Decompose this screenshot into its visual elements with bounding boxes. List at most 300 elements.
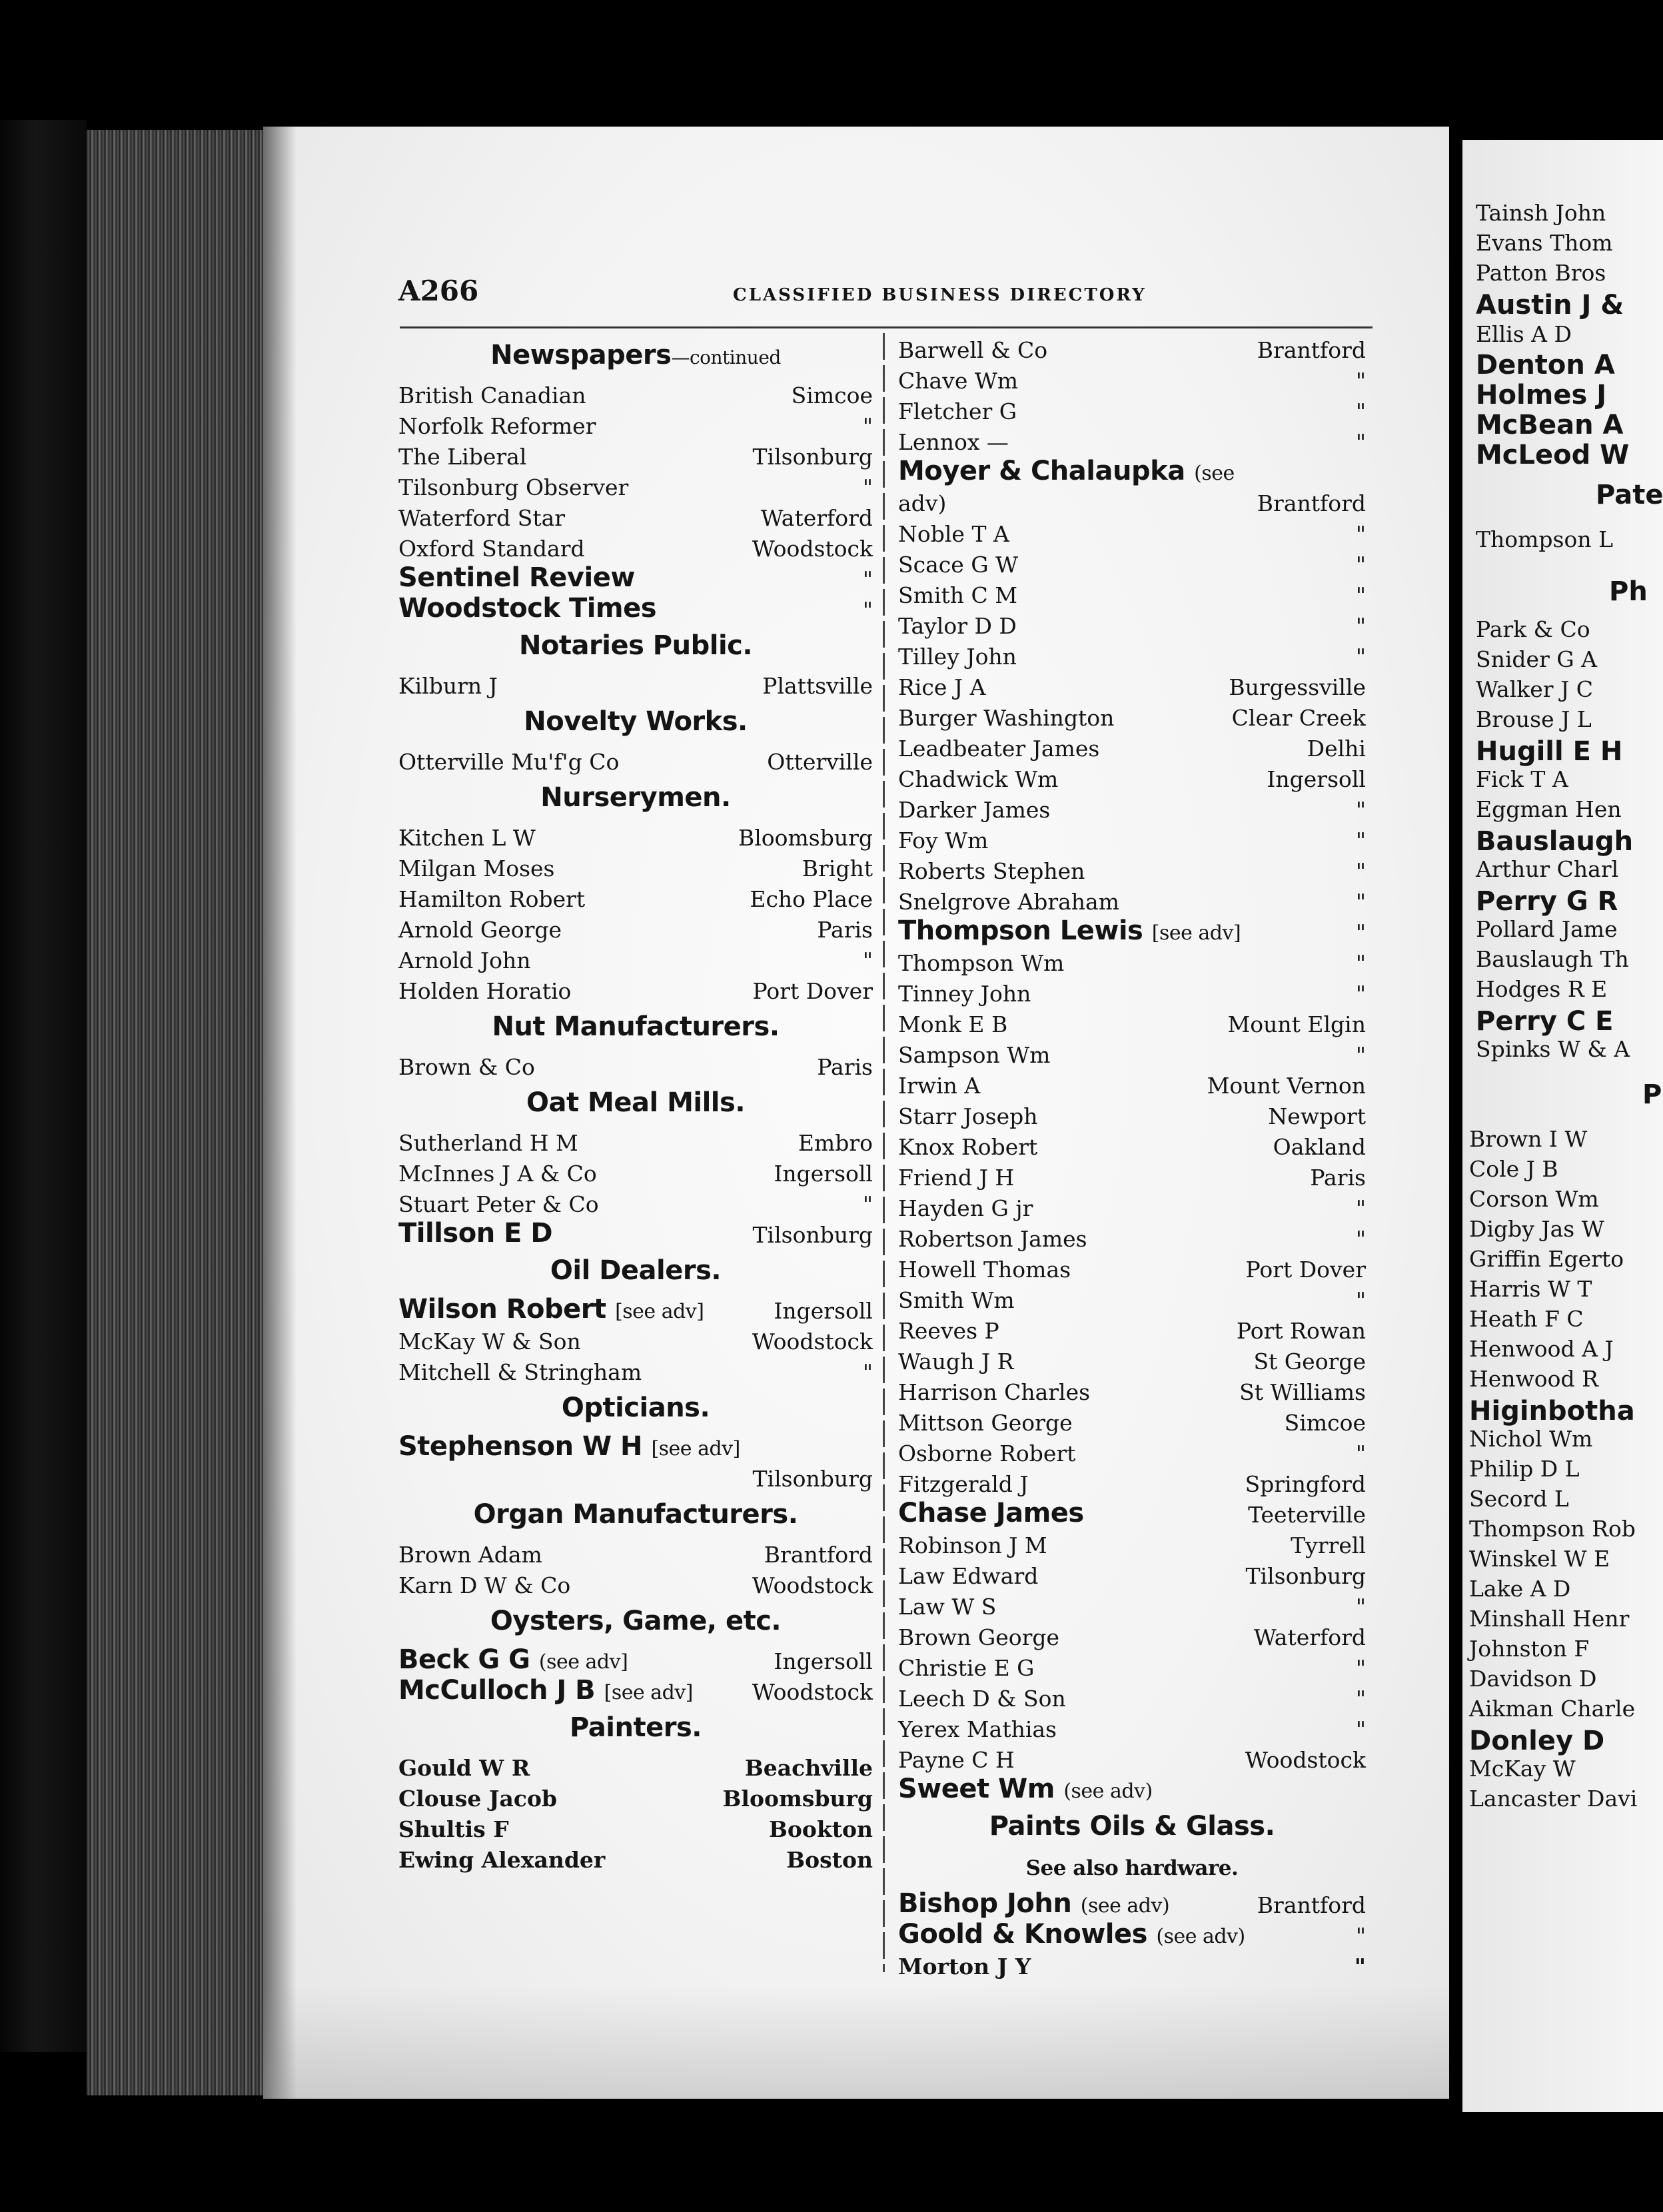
directory-entry <box>898 548 1366 578</box>
entry-name-text: Clouse Jacob <box>398 1786 558 1812</box>
entry-name <box>398 749 619 775</box>
entry-name-text: Kitchen L W <box>398 825 536 851</box>
entry-place: " <box>1355 797 1366 823</box>
entry-name-text: Howell Thomas <box>898 1257 1071 1283</box>
directory-entry <box>398 1843 873 1874</box>
entry-place: " <box>1355 429 1366 455</box>
entry-name-text: Hamilton Robert <box>398 886 586 912</box>
entry-place: " <box>1355 1594 1366 1620</box>
adjacent-page-entry: Evans Thom <box>1476 230 1613 256</box>
directory-entry <box>898 1038 1366 1069</box>
entry-name <box>898 1011 1007 1037</box>
entry-name <box>398 1218 552 1249</box>
entry-place: " <box>1355 1226 1366 1252</box>
directory-entry <box>398 1187 873 1218</box>
entry-name-text: Fletcher G <box>898 398 1017 424</box>
adjacent-page-entry: Pollard Jame <box>1476 916 1618 942</box>
entry-name-text: Payne C H <box>898 1747 1015 1773</box>
directory-entry <box>898 1888 1366 1919</box>
directory-entry <box>398 562 873 593</box>
adjacent-page-entry: Corson Wm <box>1469 1186 1599 1212</box>
category-heading <box>398 1492 873 1538</box>
directory-entry <box>898 1498 1366 1528</box>
entry-name <box>898 521 1009 547</box>
entry-place: Ingersoll <box>1267 766 1366 792</box>
entry-name-text: Monk E B <box>898 1011 1008 1037</box>
page-smudge <box>263 1985 1449 2099</box>
directory-entry <box>898 732 1366 762</box>
entry-name-text: The Liberal <box>398 444 527 470</box>
category-heading-text: Notaries Public. <box>518 630 753 661</box>
entry-name-text: Noble T A <box>898 521 1009 547</box>
category-heading <box>398 700 873 745</box>
column-divider <box>883 333 885 1972</box>
entry-place: " <box>1355 981 1366 1007</box>
entry-place: Otterville <box>767 749 873 775</box>
category-heading-text: Oat Meal Mills. <box>526 1087 746 1118</box>
see-adv-note: [see adv] <box>651 1437 740 1460</box>
entry-name-text: Sweet Wm <box>898 1774 1055 1804</box>
entry-name <box>398 1294 704 1325</box>
entry-name-text: Thompson Lewis <box>898 915 1143 946</box>
adjacent-page-entry: Cole J B <box>1469 1156 1558 1182</box>
entry-name <box>898 1410 1073 1436</box>
directory-entry <box>398 1218 873 1249</box>
directory-entry <box>398 1294 873 1325</box>
entry-name-text: Friend J H <box>898 1165 1015 1191</box>
adjacent-page-entry: Patton Bros <box>1476 260 1606 286</box>
adjacent-page-entry: Harris W T <box>1469 1276 1592 1302</box>
entry-name <box>898 1257 1071 1283</box>
entry-name <box>398 1054 535 1080</box>
see-adv-note: (see adv) <box>1156 1925 1245 1948</box>
entry-name <box>898 1318 999 1344</box>
entry-place: " <box>1355 1655 1366 1681</box>
directory-entry <box>898 1590 1366 1620</box>
entry-name <box>898 613 1017 639</box>
directory-entry <box>398 470 873 501</box>
entry-name <box>398 855 555 881</box>
category-heading-text: Novelty Works. <box>524 706 748 737</box>
entry-place: " <box>1355 1287 1366 1313</box>
entry-place: " <box>1355 1440 1366 1466</box>
entry-name <box>898 889 1119 915</box>
entry-place: Port Rowan <box>1236 1318 1366 1344</box>
entry-name <box>398 947 531 973</box>
entry-place: Simcoe <box>791 382 873 408</box>
entry-name <box>398 1816 509 1842</box>
category-heading-text: Organ Manufacturers. <box>473 1499 798 1530</box>
entry-name-text: Sutherland H M <box>398 1130 578 1156</box>
entry-name <box>398 593 656 624</box>
entry-name <box>898 1716 1057 1742</box>
entry-place: Paris <box>817 917 873 943</box>
entry-place: " <box>1355 1195 1366 1221</box>
entry-place: Waterford <box>1253 1624 1366 1650</box>
directory-entry <box>898 793 1366 824</box>
directory-entry <box>898 1620 1366 1651</box>
entry-name <box>898 582 1017 608</box>
entry-name-text: Holden Horatio <box>398 978 572 1004</box>
entry-place: " <box>1355 1686 1366 1712</box>
entry-name <box>898 1953 1031 1979</box>
entry-place: " <box>1355 582 1366 608</box>
directory-entry <box>398 1431 873 1462</box>
directory-entry <box>898 701 1366 732</box>
entry-place: Bloomsburg <box>738 825 873 851</box>
entry-name <box>898 828 988 853</box>
adjacent-page-entry: Secord L <box>1469 1486 1569 1512</box>
entry-name-text: Woodstock Times <box>398 593 657 624</box>
entry-place: Burgessville <box>1229 674 1366 700</box>
entry-name-text: Darker James <box>898 797 1051 823</box>
entry-place: Waterford <box>760 505 873 531</box>
entry-name-text: Christie E G <box>898 1655 1035 1681</box>
directory-entry <box>898 824 1366 854</box>
category-heading <box>398 1386 873 1431</box>
entry-name <box>898 1226 1087 1252</box>
entry-name-text: Robinson J M <box>898 1532 1047 1558</box>
category-heading <box>398 1249 873 1294</box>
category-heading-text: Nut Manufacturers. <box>492 1011 780 1042</box>
entry-name <box>898 1349 1013 1375</box>
entry-name <box>898 490 946 516</box>
entry-name-text: Tinney John <box>898 981 1031 1007</box>
directory-entry <box>898 1314 1366 1345</box>
category-heading-text: Opticians. <box>561 1392 710 1423</box>
directory-entry <box>898 1069 1366 1099</box>
entry-name <box>898 1563 1038 1589</box>
directory-entry <box>898 640 1366 670</box>
adjacent-page-entry: Davidson D <box>1469 1666 1597 1692</box>
directory-entry <box>398 1812 873 1843</box>
adjacent-page-entry: Nichol Wm <box>1469 1426 1593 1452</box>
entry-name <box>398 825 536 851</box>
adjacent-page-entry: Winskel W E <box>1469 1546 1610 1572</box>
entry-name-text: Burger Washington <box>898 705 1115 731</box>
adjacent-page-entry: Thompson L <box>1476 526 1614 552</box>
adjacent-page-entry: McKay W <box>1469 1756 1576 1782</box>
directory-entry <box>398 532 873 562</box>
directory-entry <box>898 885 1366 915</box>
entry-place: Embro <box>798 1130 873 1156</box>
directory-entry <box>398 1538 873 1568</box>
entry-name-text: Goold & Knowles <box>898 1919 1147 1949</box>
entry-name <box>898 552 1018 578</box>
entry-place: " <box>1355 368 1366 394</box>
entry-name-text: Snelgrove Abraham <box>898 889 1119 915</box>
adjacent-page-fragment <box>1462 140 1663 2112</box>
entry-name-text: Barwell & Co <box>898 337 1048 363</box>
entry-name <box>898 1686 1066 1712</box>
adjacent-page-entry: Lake A D <box>1469 1576 1571 1602</box>
directory-entry <box>398 851 873 882</box>
entry-name <box>898 915 1241 946</box>
entry-name-text: Leadbeater James <box>898 736 1100 762</box>
directory-entry <box>898 1375 1366 1406</box>
entry-name-text: Shultis F <box>398 1816 509 1842</box>
header-rule <box>400 326 1373 328</box>
entry-name-text: McCulloch J B <box>398 1675 596 1706</box>
adjacent-page-entry: Brown I W <box>1469 1126 1588 1152</box>
directory-entry <box>398 821 873 851</box>
entry-name <box>898 1747 1015 1773</box>
directory-entry <box>398 501 873 532</box>
entry-place: Delhi <box>1307 736 1366 762</box>
entry-name-text: Roberts Stephen <box>898 858 1085 884</box>
entry-place: Brantford <box>1257 1892 1366 1918</box>
entry-name <box>398 1847 605 1873</box>
entry-name <box>398 1431 740 1462</box>
directory-entry <box>898 609 1366 640</box>
entry-place: " <box>1355 919 1366 945</box>
right-column <box>898 333 1366 1980</box>
entry-name <box>898 1134 1037 1160</box>
entry-name <box>398 505 565 531</box>
category-heading-text: Nurserymen. <box>540 782 731 813</box>
adjacent-page-entry: Tainsh John <box>1476 200 1606 226</box>
directory-entry <box>898 456 1366 486</box>
entry-name <box>898 1655 1035 1681</box>
directory-entry <box>898 915 1366 946</box>
adjacent-page-entry: P <box>1642 1079 1662 1110</box>
directory-entry <box>898 1949 1366 1980</box>
entry-name <box>398 1644 628 1675</box>
directory-entry <box>898 1528 1366 1559</box>
adjacent-page-entry: Ph <box>1609 576 1648 607</box>
directory-entry <box>898 1682 1366 1712</box>
entry-place: " <box>862 566 873 592</box>
entry-name-text: Osborne Robert <box>898 1440 1076 1466</box>
entry-name-text: Law W S <box>898 1594 997 1620</box>
entry-name <box>898 1624 1059 1650</box>
directory-entry <box>898 1099 1366 1130</box>
entry-place: Brantford <box>1257 337 1366 363</box>
entry-place: Beachville <box>744 1755 873 1781</box>
entry-name-text: Scace G W <box>898 552 1019 578</box>
entry-name-text: Otterville Mu'f'g Co <box>398 749 620 775</box>
entry-name-text: Sentinel Review <box>398 562 635 593</box>
entry-place: Woodstock <box>752 1679 873 1705</box>
entry-place: Boston <box>786 1847 873 1873</box>
left-column <box>398 333 873 1874</box>
entry-name-text: Knox Robert <box>898 1134 1038 1160</box>
entry-place: Tilsonburg <box>752 1466 873 1492</box>
adjacent-page-entry: Brouse J L <box>1476 706 1592 732</box>
entry-name-text: Law Edward <box>898 1563 1039 1589</box>
adjacent-page-entry: Perry G R <box>1476 886 1618 917</box>
entry-place: Mount Vernon <box>1207 1073 1366 1099</box>
entry-name <box>898 398 1017 424</box>
category-heading <box>398 624 873 669</box>
entry-place: Bloomsburg <box>722 1786 873 1812</box>
entry-name-text: Tilsonburg Observer <box>398 474 629 500</box>
directory-entry <box>898 1651 1366 1682</box>
entry-name-text: Stuart Peter & Co <box>398 1191 599 1217</box>
directory-entry <box>398 1675 873 1706</box>
directory-entry <box>898 1712 1366 1743</box>
entry-name <box>398 1329 581 1355</box>
directory-entry <box>398 378 873 409</box>
adjacent-page-entry: Aikman Charle <box>1469 1696 1636 1722</box>
entry-name-text: Brown George <box>898 1624 1060 1650</box>
directory-entry <box>898 578 1366 609</box>
adjacent-page-entry: Spinks W & A <box>1476 1036 1630 1062</box>
directory-entry <box>398 1568 873 1599</box>
directory-entry <box>898 1919 1366 1949</box>
entry-place: " <box>1355 1923 1366 1949</box>
directory-entry <box>398 1157 873 1187</box>
entry-place: Bright <box>802 855 873 881</box>
entry-place: Ingersoll <box>774 1298 873 1324</box>
entry-place: Ingersoll <box>774 1648 873 1674</box>
directory-entry <box>398 1325 873 1355</box>
entry-name-text: Bishop John <box>898 1888 1072 1919</box>
see-adv-note: (see adv) <box>1080 1894 1170 1918</box>
entry-place: Clear Creek <box>1231 705 1366 731</box>
category-heading-text: Oysters, Game, etc. <box>490 1606 782 1636</box>
entry-name <box>898 337 1047 363</box>
entry-name <box>898 1287 1015 1313</box>
directory-entry <box>398 745 873 776</box>
entry-name-text: Oxford Standard <box>398 536 585 562</box>
directory-entry <box>898 1436 1366 1467</box>
entry-place: Newport <box>1268 1103 1366 1129</box>
entry-place: St George <box>1253 1349 1366 1375</box>
category-heading <box>398 1005 873 1050</box>
entry-name <box>398 474 628 500</box>
entry-name-text: Milgan Moses <box>398 855 555 881</box>
directory-entry <box>898 1283 1366 1314</box>
entry-name <box>398 1161 597 1187</box>
adjacent-page-entry: Arthur Charl <box>1476 856 1619 882</box>
entry-name <box>398 1572 570 1598</box>
directory-entry <box>898 1467 1366 1498</box>
entry-name-text: Fitzgerald J <box>898 1471 1029 1497</box>
directory-entry <box>898 670 1366 701</box>
entry-place: Teeterville <box>1248 1502 1366 1528</box>
directory-entry <box>398 974 873 1005</box>
entry-name-text: Chase James <box>898 1498 1084 1528</box>
adjacent-page-entry: Heath F C <box>1469 1306 1584 1332</box>
entry-name-text: Chave Wm <box>898 368 1019 394</box>
entry-name-text: Ewing Alexander <box>398 1847 606 1873</box>
entry-place: Tilsonburg <box>752 444 873 470</box>
entry-place: " <box>862 1359 873 1385</box>
running-title: CLASSIFIED BUSINESS DIRECTORY <box>733 285 1147 305</box>
adjacent-page-entry: Pate <box>1596 480 1663 510</box>
adjacent-page-entry: Philip D L <box>1469 1456 1580 1482</box>
adjacent-page-entry: Griffin Egerto <box>1469 1246 1624 1272</box>
entry-name-text: McKay W & Son <box>398 1329 581 1355</box>
entry-name-text: Mittson George <box>898 1410 1073 1436</box>
entry-place: Tilsonburg <box>752 1222 873 1248</box>
entry-name-text: Brown Adam <box>398 1542 542 1568</box>
category-heading <box>398 1081 873 1126</box>
entry-place: " <box>1355 858 1366 884</box>
entry-name-text: Taylor D D <box>898 613 1017 639</box>
category-heading <box>398 333 873 378</box>
entry-name <box>398 917 562 943</box>
see-adv-note: (see adv) <box>1063 1780 1153 1803</box>
entry-name <box>898 1774 1153 1804</box>
entry-place: " <box>1355 1716 1366 1742</box>
entry-name-text: Irwin A <box>898 1073 981 1099</box>
directory-entry <box>398 1751 873 1782</box>
directory-entry <box>398 669 873 700</box>
entry-name-text: Mitchell & Stringham <box>398 1359 642 1385</box>
entry-name-text: Thompson Wm <box>898 950 1065 976</box>
entry-name-text: Arnold George <box>398 917 562 943</box>
see-adv-note: [see adv] <box>615 1300 704 1323</box>
scanner-border <box>0 120 87 2052</box>
adjacent-page-entry: Hugill E H <box>1476 736 1623 767</box>
entry-name-text: Arnold John <box>398 947 531 973</box>
category-heading-text: See also hardware. <box>1025 1856 1239 1880</box>
entry-place: Paris <box>1310 1165 1366 1191</box>
directory-entry <box>398 1355 873 1386</box>
entry-name <box>898 1379 1090 1405</box>
entry-place: " <box>862 474 873 500</box>
category-heading <box>398 1599 873 1644</box>
entry-place: " <box>1355 889 1366 915</box>
directory-entry <box>398 1462 873 1492</box>
directory-entry <box>898 977 1366 1007</box>
entry-name <box>898 368 1018 394</box>
entry-place: Brantford <box>764 1542 873 1568</box>
entry-name-text: Yerex Mathias <box>898 1716 1057 1742</box>
category-heading <box>898 1804 1366 1850</box>
entry-place: Simcoe <box>1284 1410 1366 1436</box>
entry-name <box>398 1191 599 1217</box>
directory-entry <box>898 1191 1366 1222</box>
adjacent-page-entry: Hodges R E <box>1476 976 1608 1002</box>
entry-name-text: Beck G G <box>398 1644 530 1675</box>
entry-place: " <box>1355 552 1366 578</box>
entry-place: " <box>862 413 873 439</box>
directory-entry <box>398 440 873 470</box>
directory-entry <box>898 1774 1366 1804</box>
entry-place: Oakland <box>1273 1134 1366 1160</box>
entry-name <box>898 1042 1050 1068</box>
entry-name-text: Starr Joseph <box>898 1103 1038 1129</box>
directory-entry <box>898 762 1366 793</box>
entry-place: Woodstock <box>752 1572 873 1598</box>
entry-place: Woodstock <box>1245 1747 1366 1773</box>
adjacent-page-entry: Fick T A <box>1476 766 1568 792</box>
directory-entry <box>398 1644 873 1675</box>
category-heading-text: Painters. <box>570 1712 702 1743</box>
entry-name-text: Tillson E D <box>398 1218 553 1249</box>
directory-entry <box>898 1161 1366 1191</box>
entry-name-text: Morton J Y <box>898 1953 1031 1979</box>
entry-name-text: Kilburn J <box>398 673 498 699</box>
entry-name <box>898 766 1058 792</box>
entry-name-text: Lennox — <box>898 429 1009 455</box>
entry-name-text: British Canadian <box>398 382 586 408</box>
entry-name-text: Wilson Robert <box>398 1294 606 1325</box>
entry-name <box>398 978 571 1004</box>
entry-name-text: Foy Wm <box>898 828 989 853</box>
adjacent-page-entry: Bauslaugh <box>1476 826 1634 857</box>
directory-entry <box>898 394 1366 425</box>
page-number: A266 <box>398 275 479 307</box>
category-heading <box>898 1850 1366 1888</box>
category-heading-text: Oil Dealers. <box>550 1255 722 1286</box>
adjacent-page-entry: McLeod W <box>1476 440 1630 470</box>
adjacent-page-entry: Henwood R <box>1469 1366 1599 1392</box>
entry-place: " <box>1355 950 1366 976</box>
